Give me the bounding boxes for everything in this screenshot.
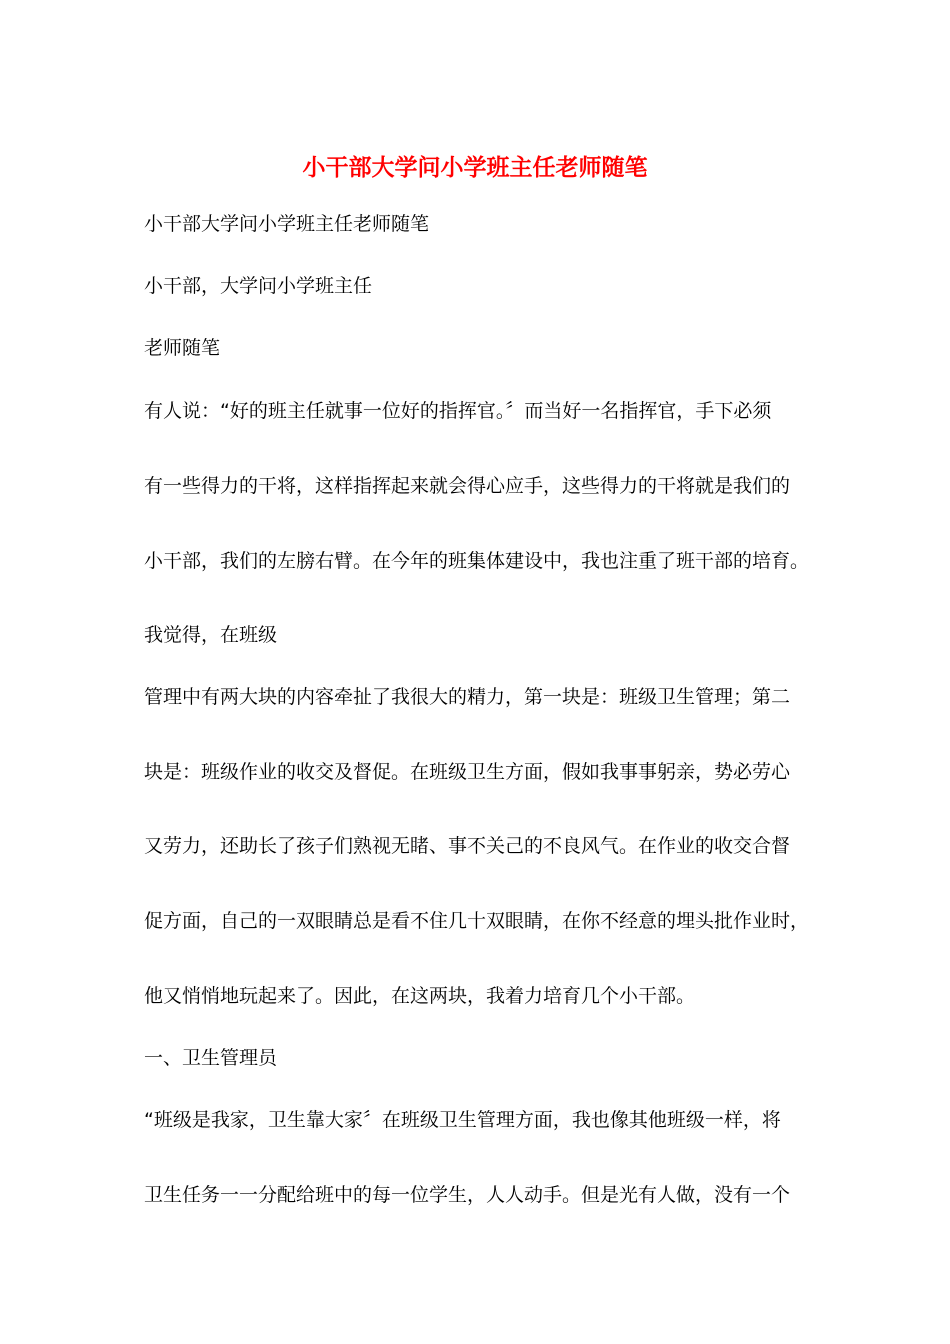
- document-title: 小干部大学问小学班主任老师随笔: [302, 154, 648, 181]
- text-line: 老师随笔: [144, 337, 221, 359]
- paragraph-line: 有一些得力的干将，这样指挥起来就会得心应手，这些得力的干将就是我们的: [144, 475, 791, 497]
- paragraph-line: 卫生任务一一分配给班中的每一位学生，人人动手。但是光有人做，没有一个: [144, 1184, 791, 1206]
- subtitle-line: 小干部大学问小学班主任老师随笔: [144, 213, 430, 235]
- paragraph-line: 促方面，自己的一双眼睛总是看不住几十双眼睛，在你不经意的埋头批作业时，: [144, 910, 810, 932]
- paragraph-line: “班级是我家，卫生靠大家〞在班级卫生管理方面，我也像其他班级一样，将: [144, 1109, 781, 1131]
- paragraph-line: 他又悄悄地玩起来了。因此，在这两块，我着力培育几个小干部。: [144, 985, 696, 1007]
- paragraph-line: 有人说：“好的班主任就事一位好的指挥官。〞而当好一名指挥官，手下必须: [144, 400, 772, 422]
- paragraph-line: 管理中有两大块的内容牵扯了我很大的精力，第一块是：班级卫生管理；第二: [144, 686, 791, 708]
- paragraph-line: 又劳力，还助长了孩子们熟视无睹、事不关己的不良风气。在作业的收交合督: [144, 835, 791, 857]
- text-line: 小干部，大学问小学班主任: [144, 275, 373, 297]
- section-heading: 一、卫生管理员: [144, 1047, 278, 1069]
- paragraph-line: 小干部，我们的左膀右臂。在今年的班集体建设中，我也注重了班干部的培育。: [144, 550, 810, 572]
- paragraph-line: 块是：班级作业的收交及督促。在班级卫生方面，假如我事事躬亲，势必劳心: [144, 761, 791, 783]
- paragraph-line: 我觉得，在班级: [144, 624, 278, 646]
